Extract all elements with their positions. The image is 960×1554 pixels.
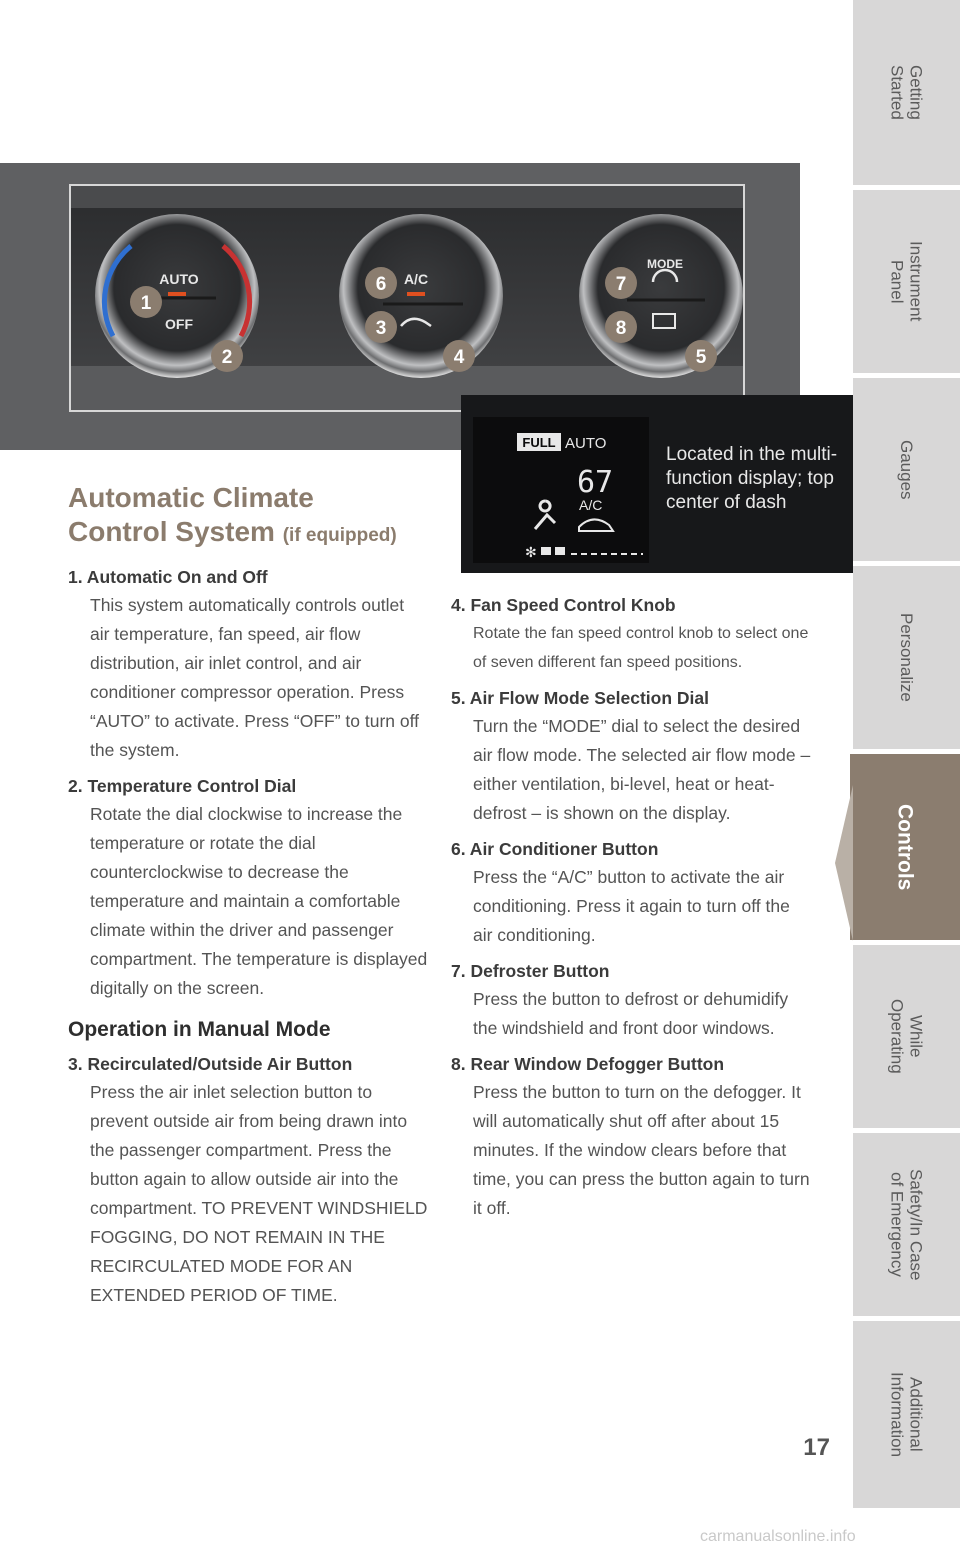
item-body: Rotate the fan speed control knob to select one of seven different fan speed positions.: [473, 625, 809, 671]
list-item: [451, 836, 811, 950]
tab-label: Controls: [893, 803, 917, 891]
tab-label: Getting Started: [887, 65, 926, 120]
marker-2: 2: [221, 347, 233, 368]
display-inset: [461, 395, 853, 573]
tab-while-operating[interactable]: [853, 945, 960, 1128]
item-body: Press the air inlet selection button to prevent outside air from being drawn into the passenger compartment. Press the button again to allow outside air into the compartment. TO PREVENT WINDSHIELD FOGGING, DO NOT REMAIN IN THE RECIRCULATED MODE FOR AN EXTENDED PERIOD OF TIME.: [90, 1082, 428, 1305]
item-heading: 8. Rear Window Defogger Button: [451, 1054, 725, 1074]
tab-personalize[interactable]: [853, 566, 960, 749]
item-heading: 4. Fan Speed Control Knob: [451, 595, 676, 615]
climate-panel-illustration: [71, 186, 743, 410]
list-item: [451, 592, 811, 677]
item-body: Turn the “MODE” dial to select the desired air flow mode. The selected air flow mode – either ventilation, bi-level, heat or heat-defrost – is shown on the display.: [473, 716, 811, 823]
marker-7: 7: [615, 274, 627, 295]
list-item: [68, 564, 428, 765]
multi-function-display: [473, 417, 649, 563]
item-heading: 3. Recirculated/Outside Air Button: [68, 1054, 353, 1074]
list-item: [451, 685, 811, 828]
section-tabs: [853, 0, 960, 1508]
list-item: [68, 773, 428, 1003]
display-temp: 67: [577, 465, 614, 500]
tab-safety[interactable]: [853, 1133, 960, 1316]
knob-auto-label: AUTO: [159, 271, 199, 287]
tab-label: Gauges: [897, 439, 916, 500]
marker-1: 1: [140, 293, 152, 314]
item-body: This system automatically controls outlet air temperature, fan speed, air flow distribution, air inlet control, and air conditioner compressor operation. Press “AUTO” to activate. Press “OFF” to turn off the system.: [90, 595, 420, 760]
tab-getting-started[interactable]: [853, 0, 960, 185]
item-heading: 7. Defroster Button: [451, 961, 610, 981]
knob-mode-label: MODE: [647, 257, 683, 271]
page-title: [68, 481, 448, 553]
item-body: Press the button to turn on the defogger. It will automatically shut off after about 15 minutes. If the window clears before that time, you can press the button again to turn it off.: [473, 1082, 810, 1218]
item-heading: 5. Air Flow Mode Selection Dial: [451, 688, 710, 708]
item-body: Press the “A/C” button to activate the air conditioning. Press it again to turn off the air conditioning.: [473, 867, 790, 945]
manual-mode-heading: Operation in Manual Mode: [68, 1018, 331, 1041]
title-line-2: Control System: [68, 516, 275, 547]
marker-6: 6: [375, 274, 387, 295]
list-item: [68, 1051, 428, 1310]
tab-additional-info[interactable]: [853, 1321, 960, 1508]
title-subtitle: (if equipped): [282, 525, 397, 546]
svg-text:✻: ✻: [525, 544, 537, 560]
marker-5: 5: [695, 347, 707, 368]
tab-label: Additional Information: [887, 1371, 926, 1458]
tab-controls[interactable]: [850, 754, 960, 940]
display-ac: A/C: [579, 497, 603, 513]
list-item: [451, 1051, 811, 1223]
active-tab-notch: [835, 785, 853, 941]
knob-ac-label: A/C: [403, 271, 429, 287]
tab-label: Instrument Panel: [887, 241, 926, 322]
display-full: FULL: [522, 435, 556, 450]
item-heading: 6. Air Conditioner Button: [451, 839, 659, 859]
list-item: [451, 958, 811, 1043]
item-heading: 2. Temperature Control Dial: [68, 776, 297, 796]
watermark: carmanualsonline.info: [700, 1528, 856, 1545]
marker-8: 8: [615, 318, 627, 339]
display-auto: AUTO: [565, 435, 607, 452]
item-body: Rotate the dial clockwise to increase the temperature or rotate the dial counterclockwise to decrease the temperature and maintain a comfortable climate within the driver and passenger compartment. The temperature is displayed digitally on the screen.: [90, 804, 428, 998]
marker-4: 4: [453, 347, 465, 368]
left-column: [68, 564, 428, 1318]
tab-instrument-panel[interactable]: [853, 190, 960, 373]
climate-control-photo: [69, 184, 745, 412]
title-line-1: Automatic Climate: [68, 482, 314, 513]
tab-gauges[interactable]: [853, 378, 960, 561]
right-column: [451, 592, 811, 1231]
knob-fan: [339, 214, 503, 378]
knob-off-label: OFF: [165, 316, 193, 332]
display-caption: Located in the multi-function display; top center of dash: [666, 444, 838, 513]
tab-label: While Operating: [887, 999, 926, 1074]
tab-label: Safety/In Case of Emergency: [887, 1168, 926, 1281]
marker-3: 3: [375, 318, 387, 339]
item-heading: 1. Automatic On and Off: [68, 567, 268, 587]
knob-mode: [579, 214, 743, 378]
page-number: 17: [803, 1434, 830, 1461]
item-body: Press the button to defrost or dehumidify the windshield and front door windows.: [473, 989, 789, 1038]
tab-label: Personalize: [897, 613, 916, 702]
